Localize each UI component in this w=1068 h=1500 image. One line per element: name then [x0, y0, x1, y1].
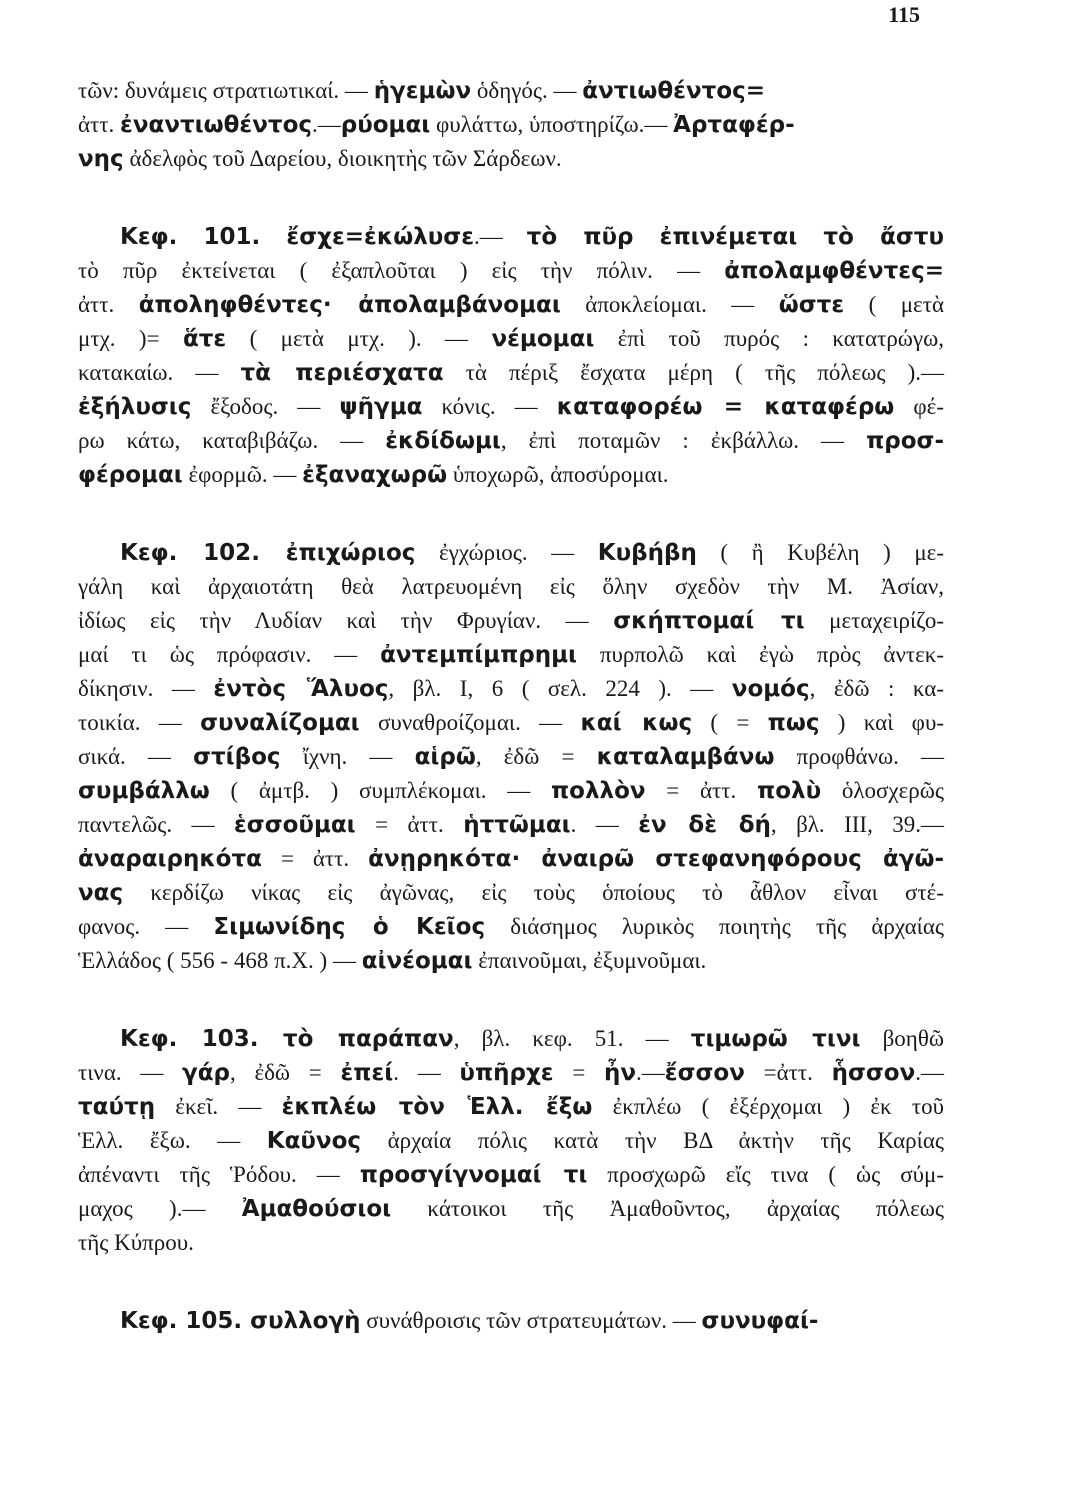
gloss-text: κερδίζω νίκας εἰς ἀγῶνας, εἰς τοὺς ὁποίους τὸ ἆθλον εἶναι στέ-	[123, 880, 944, 905]
gloss-text: ἀποκλείομαι. —	[560, 292, 779, 317]
gloss-text: ἴχνη. —	[280, 744, 415, 769]
gloss-text: , ἐδῶ : κα-	[809, 676, 944, 701]
headword: ἀνῃρηκότα· ἀναιρῶ στεφανηφόρους ἀγῶ-	[368, 846, 944, 872]
text-line	[78, 1304, 944, 1338]
text-line	[78, 1022, 944, 1056]
gloss-text: ἔξοδος. —	[191, 394, 340, 419]
gloss-text: ἰδίως εἰς τὴν Λυδίαν καὶ τὴν Φρυγίαν. —	[78, 608, 614, 633]
paragraph	[78, 220, 944, 492]
text-line	[78, 672, 944, 706]
headword: πως	[767, 710, 820, 736]
text-line	[78, 536, 944, 570]
gloss-text: μαί τι ὡς πρόφασιν. —	[78, 642, 381, 667]
gloss-text: ὁλοσχερῶς	[821, 778, 944, 803]
gloss-text: ἀρχαία πόλις κατὰ τὴν ΒΔ ἀκτὴν τῆς Καρίας	[361, 1128, 944, 1153]
text-line	[78, 424, 944, 458]
text-line	[78, 944, 944, 978]
text-line	[78, 254, 944, 288]
headword: Κεφ. 105. συλλογὴ	[120, 1308, 361, 1334]
gloss-text: ( μετὰ μτχ. ). —	[226, 326, 492, 351]
gloss-text: ( =	[692, 710, 768, 735]
gloss-text: Ἑλλάδος ( 556 - 468 π.Χ. ) —	[78, 948, 362, 973]
headword: ἀντιωθέντος=	[582, 78, 766, 104]
page-number: 115	[888, 2, 920, 27]
headword: νης	[78, 146, 124, 172]
gloss-text: συναθροίζομαι. —	[359, 710, 581, 735]
gloss-text: μτχ. )=	[78, 326, 183, 351]
headword: Κυβήβη	[597, 540, 697, 566]
text-line	[78, 604, 944, 638]
headword: πολλὸν	[550, 778, 646, 804]
text-line	[78, 570, 944, 604]
text-line	[78, 774, 944, 808]
text-line	[78, 1226, 944, 1260]
gloss-text: Ἑλλ. ἔξω. —	[78, 1128, 267, 1153]
headword: καταφορέω = καταφέρω	[556, 394, 895, 420]
headword: ἀπολαμφθέντες=	[724, 258, 944, 284]
headword: ἐναντιωθέντος	[120, 112, 312, 138]
headword: Ἀμαθούσιοι	[241, 1196, 392, 1222]
text-line	[78, 220, 944, 254]
headword: ἐπεί	[340, 1060, 394, 1086]
gloss-text: ἀττ.	[78, 112, 121, 137]
headword: ἡγεμὼν	[373, 78, 472, 104]
gloss-text: φέ-	[894, 394, 945, 419]
text-line	[78, 910, 944, 944]
headword: ἧσσον	[831, 1060, 916, 1086]
paragraph	[78, 1022, 944, 1260]
headword: ἑσσοῦμαι	[233, 812, 356, 838]
headword: ἔσσον	[664, 1060, 745, 1086]
gloss-text: τὸ πῦρ ἐκτείνεται ( ἐξαπλοῦται ) εἰς τὴν πόλιν. —	[78, 258, 725, 283]
gloss-text: ( μετὰ	[844, 292, 944, 317]
text-line	[78, 322, 944, 356]
headword: ψῆγμα	[339, 394, 423, 420]
headword: ἐκδίδωμι	[385, 428, 501, 454]
headword: καί κως	[580, 710, 693, 736]
gloss-text: .—	[915, 1060, 944, 1085]
headword: προσγίγνομαί τι	[359, 1162, 588, 1188]
gloss-text: ἐγχώριος. —	[415, 540, 598, 565]
gloss-text: ἀττ.	[78, 292, 139, 317]
gloss-text: ἀδελφὸς τοῦ Δαρείου, διοικητὴς τῶν Σάρδεων.	[123, 146, 562, 171]
gloss-text: ( ἀμτβ. ) συμπλέκομαι. —	[209, 778, 551, 803]
gloss-text: = ἀττ.	[355, 812, 464, 837]
gloss-text: πυρπολῶ καὶ ἐγὼ πρὸς ἀντεκ-	[577, 642, 944, 667]
headword: ρύομαι	[340, 112, 431, 138]
headword: προσ-	[866, 428, 944, 454]
gloss-text: μεταχειρίζο-	[804, 608, 944, 633]
gloss-text: γάλη καὶ ἀρχαιοτάτη θεὰ λατρευομένη εἰς ὅλην σχεδὸν τὴν Μ. Ἀσίαν,	[78, 574, 944, 599]
gloss-text: . —	[570, 812, 639, 837]
gloss-text: τῶν: δυνάμεις στρατιωτικαί. —	[78, 78, 374, 103]
text-line	[78, 706, 944, 740]
gloss-text: , ἐδῶ =	[229, 1060, 341, 1085]
gloss-text: , βλ. I, 6 ( σελ. 224 ). —	[388, 676, 732, 701]
gloss-text: κατακαίω. —	[78, 360, 241, 385]
headword: αἰνέομαι	[361, 948, 473, 974]
gloss-text: προσχωρῶ εἴς τινα ( ὡς σύμ-	[587, 1162, 944, 1187]
gloss-text: = ἀττ.	[645, 778, 758, 803]
gloss-text: τινα. —	[78, 1060, 183, 1085]
headword: καταλαμβάνω	[596, 744, 775, 770]
gloss-text: ἀπέναντι τῆς Ῥόδου. —	[78, 1162, 360, 1187]
headword: ἐξαναχωρῶ	[302, 462, 448, 488]
paragraph	[78, 1304, 944, 1338]
text-line	[78, 390, 944, 424]
text-line	[78, 1056, 944, 1090]
headword: ἀναραιρηκότα	[78, 846, 262, 872]
headword: Κεφ. 101. ἔσχε=ἐκώλυσε	[120, 224, 474, 250]
text-line	[78, 1124, 944, 1158]
gloss-text: ἐπαινοῦμαι, ἐξυμνοῦμαι.	[472, 948, 707, 973]
headword: Κεφ. 102. ἐπιχώριος	[120, 540, 416, 566]
gloss-text: .—	[474, 224, 527, 249]
headword: ἐξήλυσις	[78, 394, 192, 420]
gloss-text: .—	[636, 1060, 665, 1085]
glossary-text	[78, 74, 944, 1382]
headword: τὰ περιέσχατα	[240, 360, 444, 386]
gloss-text: . —	[393, 1060, 460, 1085]
headword: νας	[78, 880, 124, 906]
headword: Σιμωνίδης ὁ Κεῖος	[213, 914, 486, 940]
text-line	[78, 142, 944, 176]
gloss-text: =	[553, 1060, 604, 1085]
headword: νέμομαι	[491, 326, 595, 352]
gloss-text: ) καὶ φυ-	[819, 710, 945, 735]
text-line	[78, 1090, 944, 1124]
headword: Ἀρταφέρ-	[673, 112, 795, 138]
gloss-text: συνάθροισις τῶν στρατευμάτων. —	[360, 1308, 702, 1333]
text-line	[78, 108, 944, 142]
text-line	[78, 74, 944, 108]
gloss-text: φανος. —	[78, 914, 214, 939]
headword: συμβάλλω	[78, 778, 210, 804]
headword: Καῦνος	[266, 1128, 362, 1154]
text-line	[78, 356, 944, 390]
headword: ἐκπλέω τὸν Ἑλλ. ἔξω	[281, 1094, 593, 1120]
text-line	[78, 740, 944, 774]
gloss-text: ρω κάτω, καταβιβάζω. —	[78, 428, 386, 453]
headword: ταύτῃ	[78, 1094, 156, 1120]
headword: σκήπτομαί τι	[613, 608, 805, 634]
gloss-text: βοηθῶ	[860, 1026, 944, 1051]
gloss-text: , ἐδῶ =	[475, 744, 597, 769]
text-line	[78, 842, 944, 876]
gloss-text: ἐκπλέω ( ἐξέρχομαι ) ἐκ τοῦ	[592, 1094, 944, 1119]
gloss-text: ἐκεῖ. —	[155, 1094, 282, 1119]
headword: αἱρῶ	[414, 744, 476, 770]
text-line	[78, 638, 944, 672]
gloss-text: ὑποχωρῶ, ἀποσύρομαι.	[447, 462, 669, 487]
headword: ὑπῆρχε	[459, 1060, 554, 1086]
headword: ἐντὸς Ἅλυος	[213, 676, 389, 702]
gloss-text: τὰ πέριξ ἔσχατα μέρη ( τῆς πόλεως ).—	[443, 360, 944, 385]
headword: συνυφαί-	[701, 1308, 819, 1334]
headword: στίβος	[193, 744, 281, 770]
text-line	[78, 1192, 944, 1226]
gloss-text: ἐφορμῶ. —	[182, 462, 303, 487]
paragraph	[78, 74, 944, 176]
text-line	[78, 1158, 944, 1192]
headword: τὸ πῦρ ἐπινέμεται τὸ ἄστυ	[526, 224, 945, 250]
gloss-text: κάτοικοι τῆς Ἀμαθοῦντος, ἀρχαίας πόλεως	[391, 1196, 944, 1221]
headword: ὥστε	[778, 292, 845, 318]
headword: ἀποληφθέντες· ἀπολαμβάνομαι	[138, 292, 561, 318]
headword: πολὺ	[757, 778, 822, 804]
headword: ἐν δὲ δή	[638, 812, 771, 838]
text-line	[78, 808, 944, 842]
gloss-text: =ἀττ.	[744, 1060, 832, 1085]
headword: συναλίζομαι	[200, 710, 360, 736]
headword: φέρομαι	[78, 462, 183, 488]
gloss-text: δίκησιν. —	[78, 676, 214, 701]
gloss-text: παντελῶς. —	[78, 812, 234, 837]
gloss-text: διάσημος λυρικὸς ποιητὴς τῆς ἀρχαίας	[485, 914, 945, 939]
gloss-text: σικά. —	[78, 744, 194, 769]
gloss-text: = ἀττ.	[261, 846, 369, 871]
headword: ἀντεμπίμπρημι	[380, 642, 577, 668]
gloss-text: , ἐπὶ ποταμῶν : ἐκβάλλω. —	[500, 428, 867, 453]
text-line	[78, 458, 944, 492]
gloss-text: τῆς Κύπρου.	[78, 1230, 194, 1255]
headword: ἦν	[604, 1060, 637, 1086]
headword: Κεφ. 103. τὸ παράπαν	[120, 1026, 454, 1052]
gloss-text: προφθάνω. —	[774, 744, 944, 769]
headword: ἡττῶμαι	[463, 812, 571, 838]
gloss-text: , βλ. κεφ. 51. —	[453, 1026, 691, 1051]
gloss-text: φυλάττω, ὑποστηρίζω.—	[430, 112, 674, 137]
paragraph	[78, 536, 944, 978]
gloss-text: κόνις. —	[422, 394, 557, 419]
gloss-text: μαχος ).—	[78, 1196, 242, 1221]
headword: τιμωρῶ τινι	[690, 1026, 861, 1052]
gloss-text: ( ἢ Κυβέλη ) με-	[696, 540, 944, 565]
gloss-text: τοικία. —	[78, 710, 201, 735]
headword: γάρ	[182, 1060, 230, 1086]
gloss-text: ἐπὶ τοῦ πυρός : κατατρώγω,	[594, 326, 944, 351]
headword: ἅτε	[182, 326, 227, 352]
headword: νομός	[731, 676, 810, 702]
gloss-text: ὁδηγός. —	[471, 78, 583, 103]
text-line	[78, 288, 944, 322]
gloss-text: .—	[312, 112, 341, 137]
text-line	[78, 876, 944, 910]
gloss-text: , βλ. III, 39.—	[770, 812, 945, 837]
